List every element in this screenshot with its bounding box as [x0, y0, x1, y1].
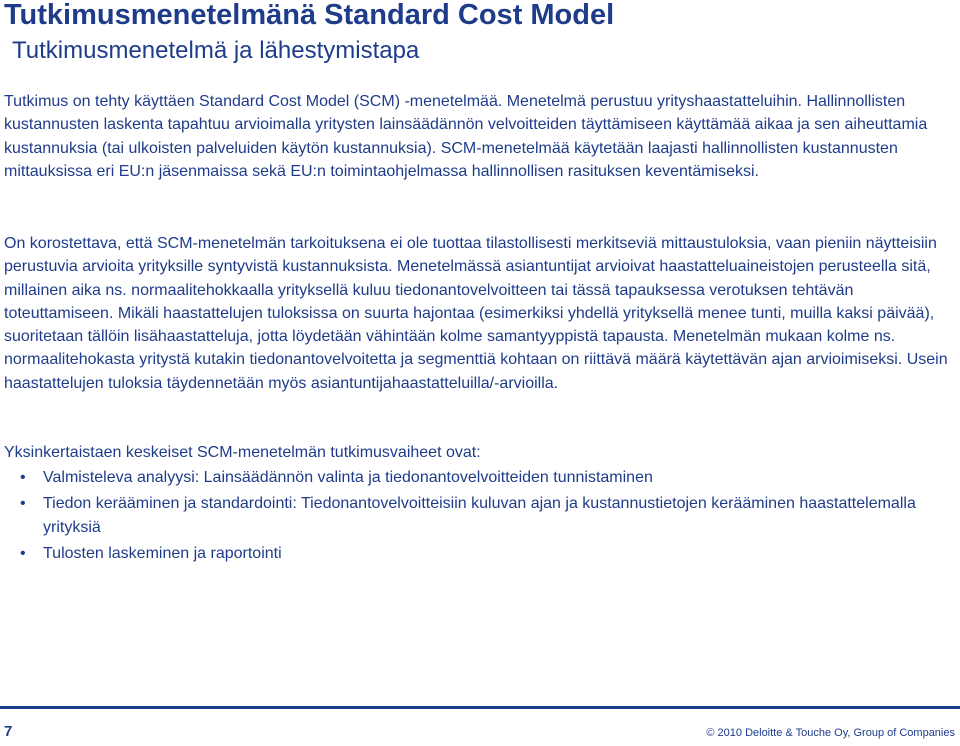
- list-item: [4, 542, 952, 565]
- footer-divider: [0, 706, 960, 709]
- slide-subtitle: Tutkimusmenetelmä ja lähestymistapa: [12, 37, 420, 64]
- slide-title: Tutkimusmenetelmänä Standard Cost Model: [4, 0, 615, 31]
- list-item-text: Tulosten laskeminen ja raportointi: [43, 544, 282, 562]
- list-item-text: Valmisteleva analyysi: Lainsäädännön valinta ja tiedonantovelvoitteiden tunnistaminen: [43, 469, 653, 486]
- bullet-icon: •: [20, 544, 26, 562]
- list-item: [4, 466, 952, 489]
- list-item-text: Tiedon kerääminen ja standardointi: Tiedonantovelvoitteisiin kuluvan ajan ja kustannustietojen kerääminen haastattelemalla yrityksiä: [43, 495, 916, 536]
- intro-paragraph: Tutkimus on tehty käyttäen Standard Cost Model (SCM) -menetelmää. Menetelmä perustuu yrityshaastatteluihin. Hallinnollisten kustannusten laskenta tapahtuu arvioimalla yritysten lainsäädännön velvoitteiden täyttämiseen käyttämää aikaa ja sen aiheuttamia kustannuksia (tai ulkoisten palveluiden käytön kustannuksia). SCM-menetelmää käytetään laajasti hallinnollisten kustannusten mittauksissa eri EU:n jäsenmaissa sekä EU:n toimintaohjelmassa hallinnollisen rasituksen keventämiseksi.: [4, 93, 928, 180]
- phases-intro-paragraph: Yksinkertaistaen keskeiset SCM-menetelmän tutkimusvaiheet ovat:: [4, 444, 481, 461]
- list-item: [4, 492, 952, 539]
- copyright-notice: © 2010 Deloitte & Touche Oy, Group of Companies: [706, 727, 955, 739]
- bullet-icon: •: [20, 495, 26, 513]
- page-number: 7: [4, 723, 13, 740]
- phases-list: [4, 466, 952, 565]
- method-paragraph: On korostettava, että SCM-menetelmän tarkoituksena ei ole tuottaa tilastollisesti merkitseviä mittaustuloksia, vaan pieniin näytteisiin perustuvia arvioita yrityksille syntyvistä kustannuksista. Menetelmässä asiantuntijat arvioivat haastatteluaineistojen perusteella sitä, millainen aika ns. normaalitehokkaalla yrityksellä kuluu tiedonantovelvoitteen tai tässä tapauksessa verotuksen tehtävän toteuttamiseen. Mikäli haastattelujen tuloksissa on suurta hajontaa (esimerkiksi yhdellä yrityksellä menee tunti, muilla kaksi päivää), suoritetaan tällöin lisähaastatteluja, jotta löydetään vähintään kolme samantyyppistä tapausta. Menetelmän mukaan kolme ns. normaalitehokasta yritystä kutakin tiedonantovelvoitetta ja segmenttiä kohtaan on riittävä määrä käytettävän ajan arvioimiseksi. Usein haastattelujen tuloksia täydennetään myös asiantuntijahaastatteluilla/-arvioilla.: [4, 235, 948, 392]
- bullet-icon: •: [20, 469, 26, 486]
